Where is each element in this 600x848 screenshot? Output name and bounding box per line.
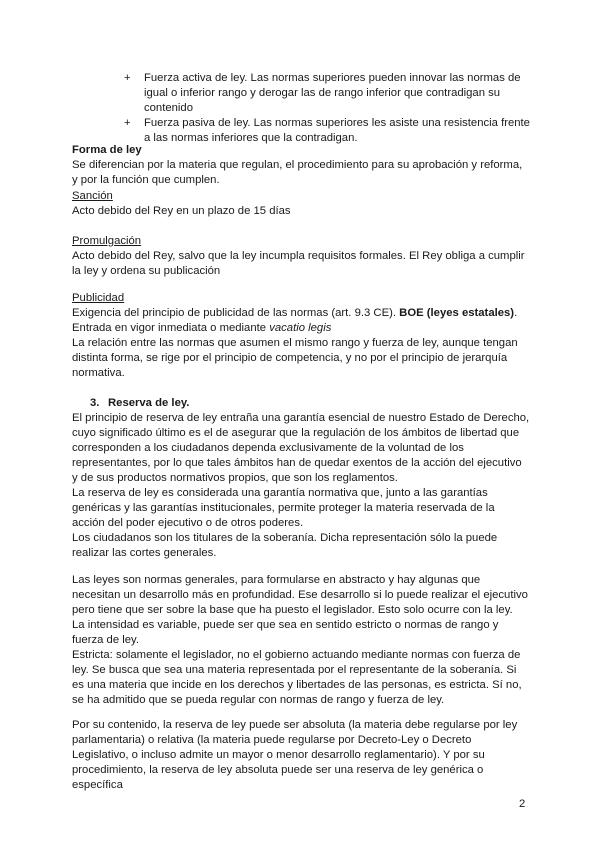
paragraph-ciudadanos: Los ciudadanos son los titulares de la soberanía. Dicha representación sólo la puede realizar las cortes generales. bbox=[72, 532, 498, 559]
paragraph-garantia-normativa: La reserva de ley es considerada una garantía normativa que, junto a las garantías genéricas y las garantías institucionales, permite proteger la materia reservada de la acción del poder ejecutivo o de otros poderes. bbox=[72, 487, 495, 529]
paragraph-principio-reserva: El principio de reserva de ley entraña una garantía esencial de nuestro Estado de Derecho, cuyo significado último es el de asegurar que la regulación de los ámbitos de libertad que corresponden a los ciudadanos dependa exclusivamente de la voluntad de los representantes, por lo que tales ámbitos han de quedar exentos de la acción del ejecutivo y de sus productos normativos propios, que son los reglamentos. bbox=[72, 412, 530, 484]
heading-publicidad: Publicidad bbox=[72, 292, 125, 304]
bullet-text-fuerza-activa: Fuerza activa de ley. Las normas superiores pueden innovar las normas de igual o inferior rango y derogar las de rango inferior que contradigan su contenido bbox=[144, 72, 521, 114]
paragraph-sancion: Acto debido del Rey en un plazo de 15 días bbox=[72, 205, 291, 217]
section-number: 3. bbox=[90, 397, 100, 409]
heading-forma-de-ley: Forma de ley bbox=[72, 144, 142, 156]
publicidad-line1-text: Exigencia del principio de publicidad de las normas (art. 9.3 CE). bbox=[72, 307, 400, 319]
paragraph-relacion-normas: La relación entre las normas que asumen el mismo rango y fuerza de ley, aunque tengan distinta forma, se rige por el principio de competencia, y no por el principio de jerarquía normativa. bbox=[72, 337, 518, 379]
publicidad-boe-bold: BOE (leyes estatales) bbox=[399, 307, 515, 319]
bullet-text-fuerza-pasiva: Fuerza pasiva de ley. Las normas superiores les asiste una resistencia frente a las normas inferiores que la contradigan. bbox=[144, 117, 530, 144]
paragraph-forma-de-ley: Se diferencian por la materia que regulan, el procedimiento para su aprobación y reforma, y por la función que cumplen. bbox=[72, 159, 523, 186]
heading-sancion: Sanción bbox=[72, 190, 113, 202]
paragraph-contenido: Por su contenido, la reserva de ley puede ser absoluta (la materia debe regularse por ley parlamentaria) o relativa (la materia puede regularse por Decreto-Ley o Decreto Legislativo, o incluso admite un mayor o menor desarrollo reglamentario). Y por su procedimiento, la reserva de ley absoluta puede ser una reserva de ley genérica o específica bbox=[72, 719, 518, 791]
bullet-marker: + bbox=[124, 117, 131, 129]
page-number: 2 bbox=[519, 798, 526, 810]
section-body bbox=[72, 411, 530, 561]
publicidad-line1-end: . bbox=[514, 307, 518, 319]
vacatio-legis-italic: vacatio legis bbox=[269, 322, 332, 334]
bullet-marker: + bbox=[124, 72, 131, 84]
section-body-2 bbox=[72, 573, 530, 708]
paragraph-estricta: Estricta: solamente el legislador, no el gobierno actuando mediante normas con fuerza de ley. Se busca que sea una materia representada por el representante de la soberanía. Si es una materia que incide en los derechos y libertades de las personas, es estricta. Sí no, se ha admitido que se pueda regular con normas de rango y fuerza de ley. bbox=[72, 649, 522, 706]
paragraph-publicidad bbox=[72, 306, 530, 381]
paragraph-promulgacion: Acto debido del Rey, salvo que la ley incumpla requisitos formales. El Rey obliga a cumplir la ley y ordena su publicación bbox=[72, 250, 525, 277]
section-title: Reserva de ley. bbox=[108, 397, 190, 409]
publicidad-line2-text: Entrada en vigor inmediata o mediante bbox=[72, 322, 270, 334]
paragraph-leyes-generales: Las leyes son normas generales, para formularse en abstracto y hay algunas que necesitan un desarrollo más en profundidad. Ese desarrollo si lo puede realizar el ejecutivo pero tiene que ser sobre la base que ha puesto el legislador. Esto solo ocurre con la ley. bbox=[72, 574, 528, 616]
paragraph-intensidad: La intensidad es variable, puede ser que sea en sentido estricto o normas de rango y fuerza de ley. bbox=[72, 619, 499, 646]
heading-promulgacion: Promulgación bbox=[72, 235, 142, 247]
